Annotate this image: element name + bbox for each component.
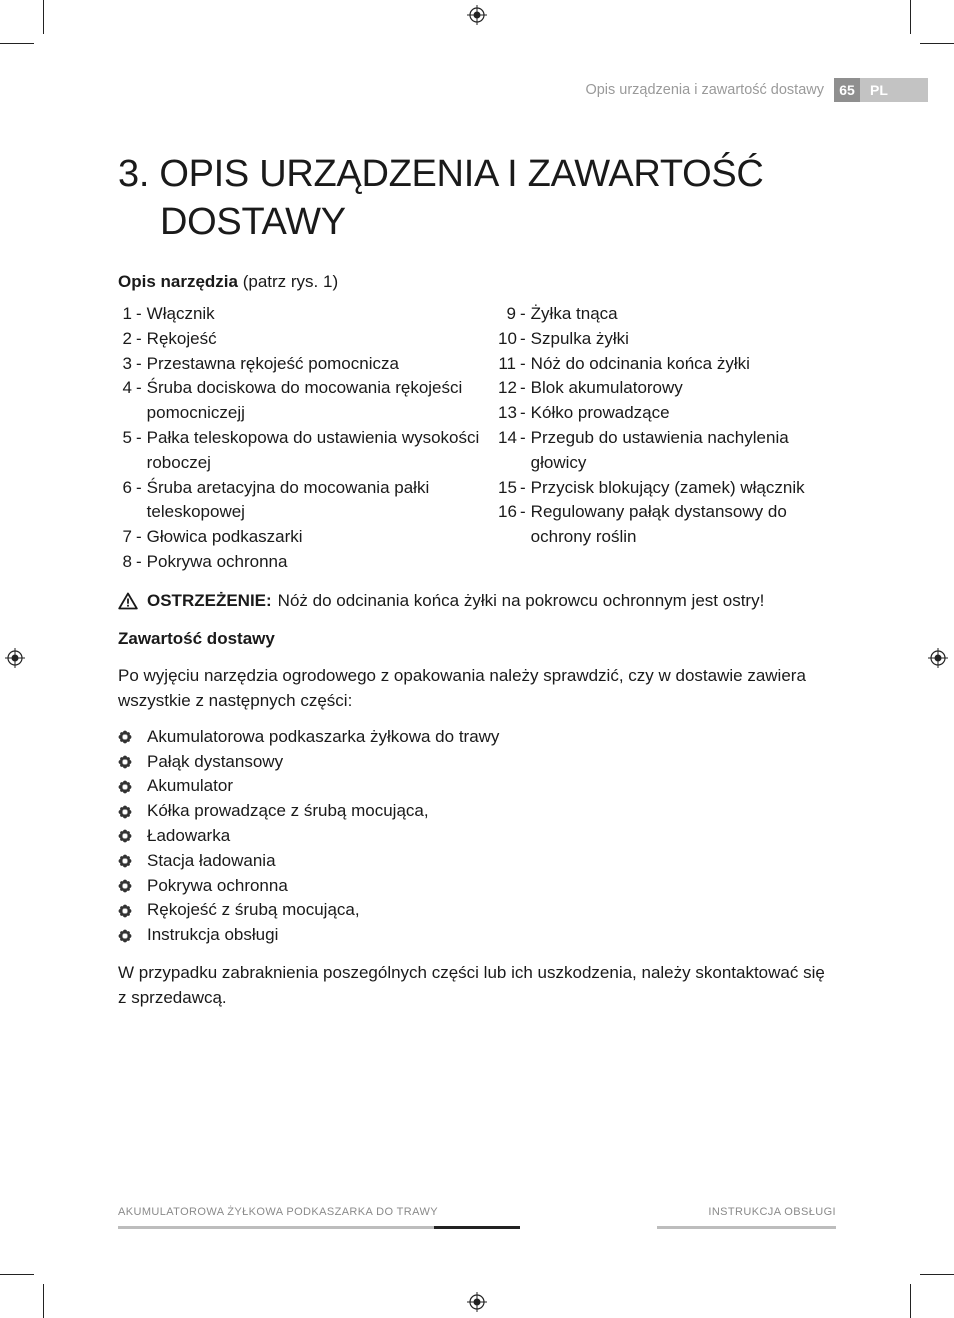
part-name: Przestawna rękojeść pomocnicza (146, 353, 399, 373)
part-number: 13 (498, 403, 517, 423)
list-item (118, 824, 838, 849)
warning-label: OSTRZEŻENIE: (147, 590, 272, 610)
list-item (118, 725, 838, 750)
delivery-item: Stacja ładowania (147, 850, 276, 870)
registration-mark-icon (467, 1292, 487, 1312)
crop-mark (920, 1274, 954, 1275)
delivery-item: Akumulatorowa podkaszarka żyłkowa do trawy (147, 726, 500, 746)
parts-list-right (498, 302, 838, 575)
part-number: 14 (498, 427, 517, 447)
part-number: 7 (122, 527, 132, 547)
crop-mark (0, 43, 34, 44)
list-item: 6 - Śruba aretacyjna do mocowania pałki teleskopowej (118, 476, 498, 526)
list-item (118, 750, 838, 775)
flower-bullet-icon (118, 904, 132, 918)
footer-doc-type: INSTRUKCJA OBSŁUGI (708, 1206, 836, 1218)
part-name: Rękojeść (146, 328, 217, 348)
tool-description-reference: (patrz rys. 1) (242, 272, 339, 291)
warning-text: Nóż do odcinania końca żyłki na pokrowcu ochronnym jest ostry! (277, 590, 765, 610)
flower-bullet-icon (118, 780, 132, 794)
flower-bullet-icon (118, 755, 132, 769)
footer-rule-light (118, 1226, 434, 1229)
list-item (118, 774, 838, 799)
crop-mark (910, 0, 911, 34)
list-item (118, 923, 838, 948)
footer-product-name: AKUMULATOROWA ŻYŁKOWA PODKASZARKA DO TRAWY (118, 1206, 438, 1218)
part-number: 10 (498, 328, 517, 348)
flower-bullet-icon (118, 879, 132, 893)
delivery-item: Pałąk dystansowy (147, 751, 284, 771)
delivery-item: Pokrywa ochronna (147, 875, 288, 895)
part-name: Włącznik (146, 304, 215, 323)
list-item: 12 - Blok akumulatorowy (498, 376, 838, 401)
tool-description-heading (118, 270, 838, 294)
list-item (118, 898, 838, 923)
part-number: 2 (122, 328, 132, 348)
delivery-item: Rękojeść z śrubą mocująca, (147, 900, 360, 920)
list-item (118, 874, 838, 899)
part-name: Blok akumulatorowy (530, 378, 683, 398)
flower-bullet-icon (118, 730, 132, 744)
running-header (585, 78, 928, 102)
part-name: Kółko prowadzące (530, 403, 670, 423)
header-title: Opis urządzenia i zawartość dostawy (585, 82, 824, 98)
page-title-line1: 3. OPIS URZĄDZENIA I ZAWARTOŚĆ (118, 153, 764, 195)
crop-mark (43, 1284, 44, 1318)
part-name: Nóż do odcinania końca żyłki (530, 353, 750, 373)
flower-bullet-icon (118, 829, 132, 843)
delivery-intro: Po wyjęciu narzędzia ogrodowego z opakowania należy sprawdzić, czy w dostawie zawiera wszystkie z następnych części: (118, 665, 806, 710)
flower-bullet-icon (118, 929, 132, 943)
part-name: Śruba dociskowa do mocowania rękojeści pomocniczejj (146, 378, 463, 423)
main-content (118, 150, 838, 1010)
part-number: 1 (122, 304, 132, 323)
part-number: 5 (122, 427, 132, 447)
crop-mark (910, 1284, 911, 1318)
list-item: 13 - Kółko prowadzące (498, 401, 838, 426)
list-item: 4 - Śruba dociskowa do mocowania rękojeści pomocniczejj (118, 376, 498, 426)
part-name: Śruba aretacyjna do mocowania pałki teleskopowej (146, 477, 430, 522)
tool-description-title: Opis narzędzia (118, 272, 238, 291)
list-item: 5 - Pałka teleskopowa do ustawienia wysokości roboczej (118, 426, 498, 476)
page-title-line2: DOSTAWY (160, 201, 346, 243)
part-name: Regulowany pałąk dystansowy do ochrony roślin (530, 502, 787, 547)
part-name: Przegub do ustawienia nachylenia głowicy (530, 427, 789, 472)
list-item: 7 - Głowica podkaszarki (118, 525, 498, 550)
delivery-item: Akumulator (147, 776, 233, 796)
parts-list (118, 302, 838, 575)
warning-note (118, 589, 838, 613)
part-number: 8 (122, 551, 132, 571)
registration-mark-icon (5, 648, 25, 668)
part-number: 3 (122, 353, 132, 373)
list-item: 10 - Szpulka żyłki (498, 327, 838, 352)
list-item (118, 799, 838, 824)
list-item: 1 - Włącznik (118, 302, 498, 327)
list-item: 16 - Regulowany pałąk dystansowy do ochrony roślin (498, 500, 838, 550)
part-number: 11 (498, 353, 516, 373)
list-item: 11 - Nóż do odcinania końca żyłki (498, 352, 838, 377)
part-name: Pokrywa ochronna (146, 551, 288, 571)
part-number: 6 (122, 477, 132, 497)
delivery-item: Ładowarka (147, 825, 231, 845)
flower-bullet-icon (118, 854, 132, 868)
crop-mark (43, 0, 44, 34)
part-name: Pałka teleskopowa do ustawienia wysokości roboczej (146, 427, 480, 472)
crop-mark (0, 1274, 34, 1275)
warning-triangle-icon (118, 592, 138, 610)
part-name: Żyłka tnąca (530, 304, 618, 323)
registration-mark-icon (928, 648, 948, 668)
part-number: 9 (506, 304, 516, 323)
delivery-list (118, 725, 838, 948)
delivery-outro: W przypadku zabraknienia poszególnych części lub ich uszkodzenia, należy skontaktować się z sprzedawcą. (118, 962, 825, 1007)
footer-rule-light (657, 1226, 836, 1229)
parts-list-left (118, 302, 498, 575)
page-title (118, 150, 838, 246)
crop-mark (920, 43, 954, 44)
part-name: Przycisk blokujący (zamek) włącznik (530, 477, 805, 497)
list-item: 14 - Przegub do ustawienia nachylenia głowicy (498, 426, 838, 476)
flower-bullet-icon (118, 805, 132, 819)
footer-rule-dark (434, 1226, 520, 1229)
part-number: 12 (498, 378, 517, 398)
delivery-item: Instrukcja obsługi (147, 925, 279, 945)
part-name: Szpulka żyłki (530, 328, 629, 348)
list-item: 8 - Pokrywa ochronna (118, 550, 498, 575)
part-name: Głowica podkaszarki (146, 527, 303, 547)
part-number: 4 (122, 378, 132, 398)
language-tab: PL (860, 78, 928, 102)
list-item: 15 - Przycisk blokujący (zamek) włącznik (498, 476, 838, 501)
registration-mark-icon (467, 5, 487, 25)
list-item: 2 - Rękojeść (118, 327, 498, 352)
list-item: 3 - Przestawna rękojeść pomocnicza (118, 352, 498, 377)
page-number: 65 (834, 78, 860, 102)
part-number: 15 (498, 477, 517, 497)
list-item: 9 - Żyłka tnąca (498, 302, 838, 327)
part-number: 16 (498, 502, 517, 522)
list-item (118, 849, 838, 874)
delivery-heading: Zawartość dostawy (118, 628, 275, 648)
delivery-item: Kółka prowadzące z śrubą mocująca, (147, 801, 429, 821)
